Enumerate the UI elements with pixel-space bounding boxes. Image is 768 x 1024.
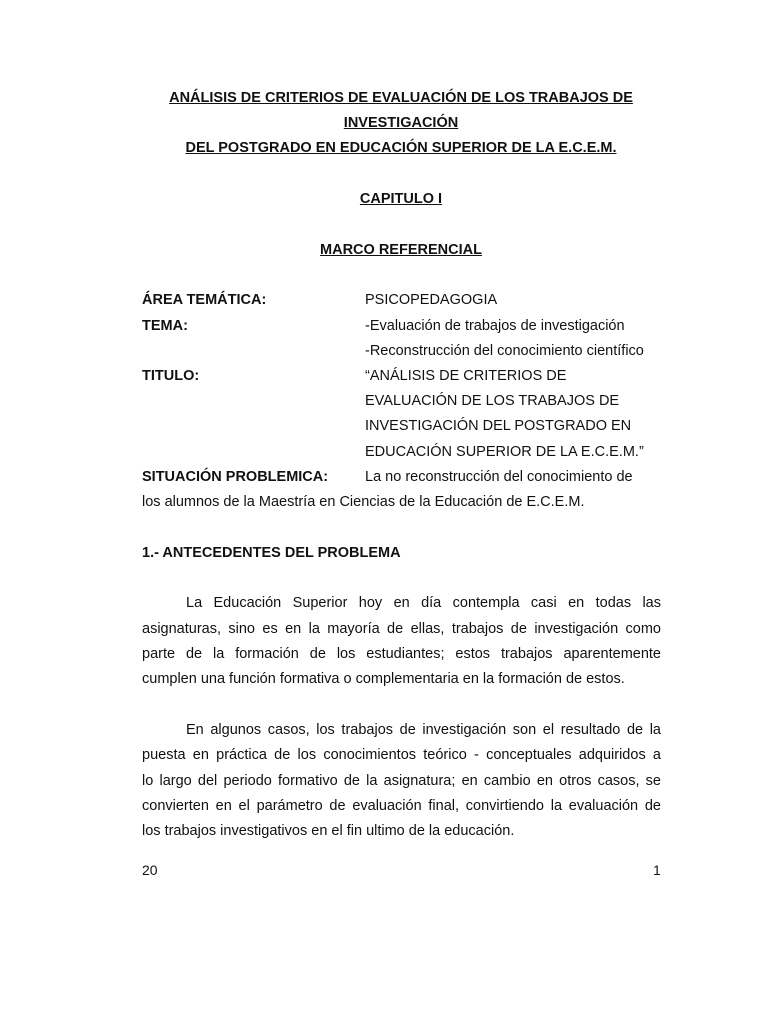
paragraph-1-line-3: parte de la formación de los estudiantes; estos trabajos aparentemente — [142, 646, 661, 662]
situacion-label: SITUACIÓN PROBLEMICA: — [142, 469, 329, 485]
paragraph-1-line-1: La Educación Superior hoy en día contempla casi en todas las — [186, 595, 661, 611]
paragraph-2-line-1: En algunos casos, los trabajos de investigación son el resultado de la — [186, 722, 661, 738]
titulo-line-1: “ANÁLISIS DE CRITERIOS DE — [365, 368, 567, 384]
tema-value-2: -Reconstrucción del conocimiento científico — [365, 343, 644, 359]
area-value: PSICOPEDAGOGIA — [365, 292, 498, 308]
document-title-line-3: DEL POSTGRADO EN EDUCACIÓN SUPERIOR DE LA E.C.E.M. — [185, 140, 617, 156]
tema-value-1: -Evaluación de trabajos de investigación — [365, 318, 625, 334]
titulo-line-2: EVALUACIÓN DE LOS TRABAJOS DE — [365, 393, 620, 409]
paragraph-2-line-3: lo largo del periodo formativo de la asignatura; en cambio en otros casos, se — [142, 773, 661, 789]
tema-label: TEMA: — [142, 318, 188, 334]
titulo-label: TITULO: — [142, 368, 200, 384]
section-heading: MARCO REFERENCIAL — [320, 242, 482, 258]
titulo-line-4: EDUCACIÓN SUPERIOR DE LA E.C.E.M.” — [365, 444, 644, 460]
chapter-heading: CAPITULO I — [359, 191, 443, 207]
footer-left: 20 — [142, 862, 158, 878]
paragraph-1-line-4: cumplen una función formativa o complementaria en la formación de estos. — [142, 671, 625, 687]
titulo-line-3: INVESTIGACIÓN DEL POSTGRADO EN — [365, 418, 632, 434]
paragraph-2-line-4: convierten en el parámetro de evaluación final, convirtiendo la evaluación de — [142, 798, 661, 814]
page-number: 1 — [653, 862, 661, 878]
document-title-line-2: INVESTIGACIÓN — [343, 115, 459, 131]
paragraph-2-line-2: puesta en práctica de los conocimientos teórico - conceptuales adquiridos a — [142, 747, 661, 763]
document-title-line-1: ANÁLISIS DE CRITERIOS DE EVALUACIÓN DE LOS TRABAJOS DE — [169, 90, 633, 106]
antecedentes-heading: 1.- ANTECEDENTES DEL PROBLEMA — [142, 545, 401, 561]
paragraph-1-line-2: asignaturas, sino es en la mayoría de ellas, trabajos de investigación como — [142, 621, 661, 637]
situacion-value-1: La no reconstrucción del conocimiento de — [365, 469, 633, 485]
paragraph-2-line-5: los trabajos investigativos en el fin ultimo de la educación. — [142, 823, 515, 839]
area-label: ÁREA TEMÁTICA: — [142, 292, 267, 308]
situacion-value-2: los alumnos de la Maestría en Ciencias de la Educación de E.C.E.M. — [142, 494, 585, 510]
